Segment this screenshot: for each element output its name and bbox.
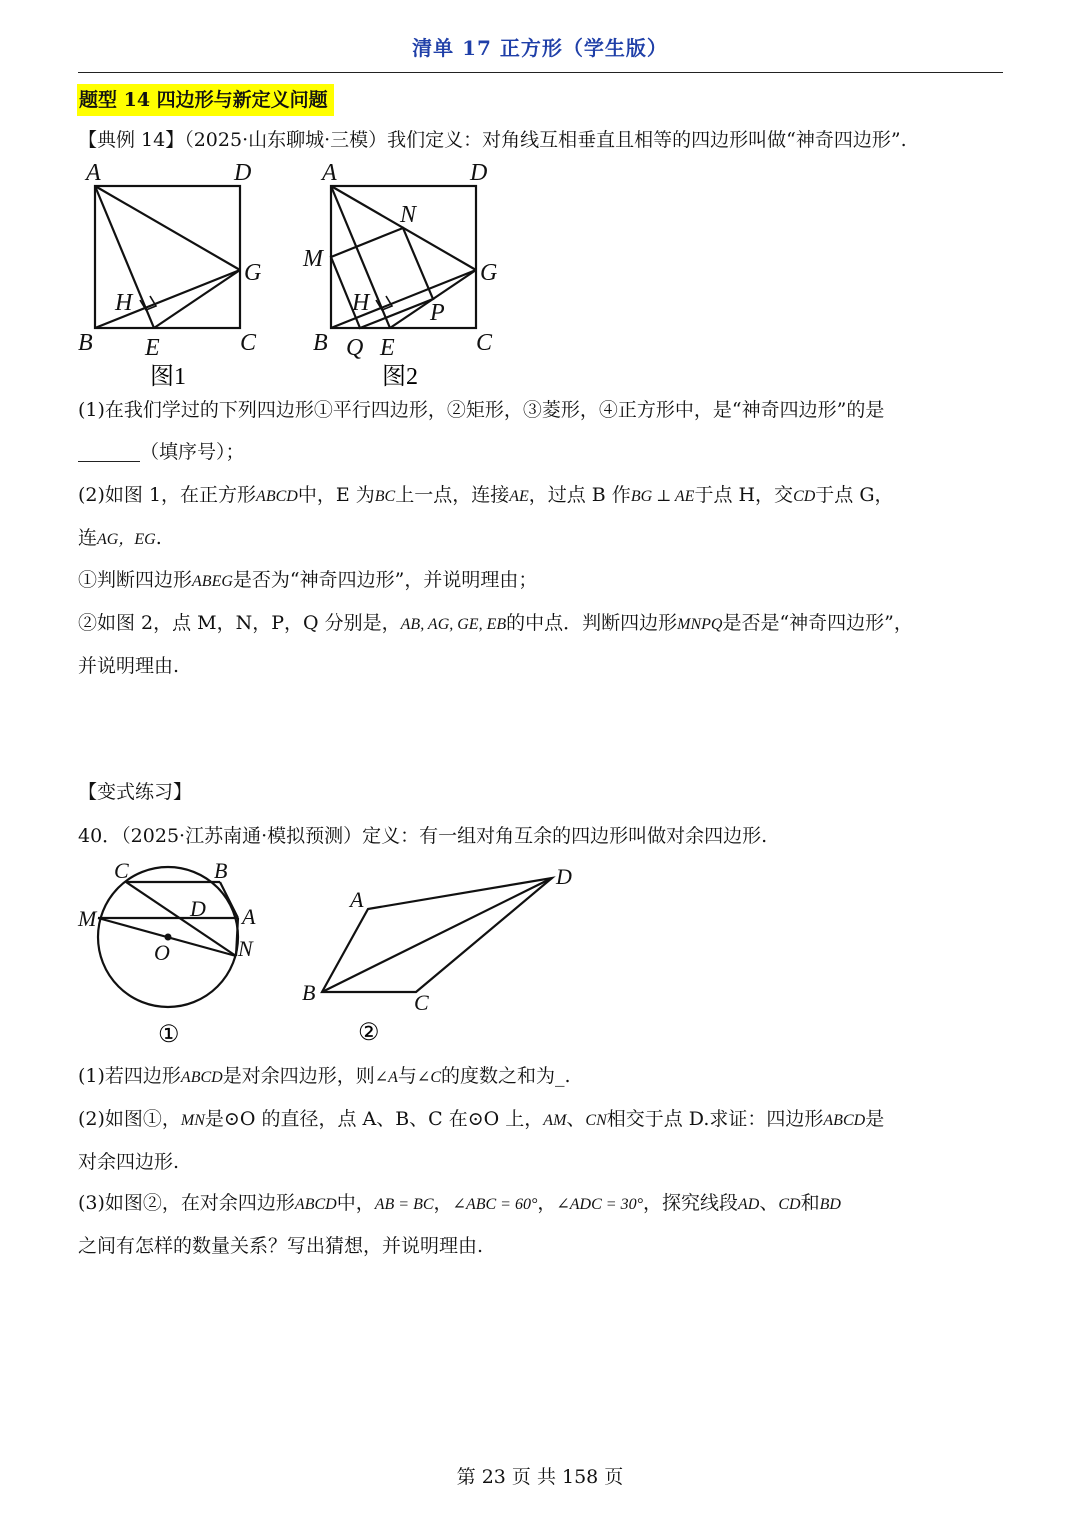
math-run: ABCD bbox=[256, 488, 298, 505]
math-run: ABCD bbox=[180, 1069, 223, 1086]
math-run: BG ⊥ AE bbox=[630, 488, 695, 505]
fig1-label-a: A bbox=[86, 160, 101, 186]
text-run: ①判断四边形 bbox=[78, 569, 193, 591]
example-q2-line2 bbox=[78, 524, 162, 554]
text-run: 是对余四边形，则 bbox=[222, 1065, 375, 1087]
fig1-label-b: B bbox=[78, 330, 93, 356]
math-run: ∠ABC = 60° bbox=[452, 1196, 538, 1213]
fig2-caption: 图2 bbox=[382, 364, 418, 390]
math-run: CD bbox=[793, 488, 816, 505]
page-header-title: 清单 17 正方形（学生版） bbox=[412, 36, 668, 60]
practice-fig1-caption: ① bbox=[158, 1022, 180, 1048]
circle-label-c: C bbox=[114, 858, 129, 883]
practice-q1 bbox=[78, 1062, 571, 1092]
text-run: 上一点，连接 bbox=[395, 484, 510, 506]
practice-fig2-caption: ② bbox=[358, 1020, 380, 1046]
circle-label-m: M bbox=[78, 906, 97, 931]
practice-heading: 【变式练习】 bbox=[78, 781, 193, 803]
example-q2-sub2-line2: 并说明理由. bbox=[78, 655, 180, 677]
math-run: MN bbox=[180, 1112, 205, 1129]
example-q2-sub2 bbox=[78, 609, 913, 639]
text-run: 于点 H，交 bbox=[694, 484, 794, 506]
text-run: 的度数之和为_. bbox=[441, 1065, 571, 1087]
example-q2-line1 bbox=[78, 481, 894, 511]
text-run: ②如图 2，点 M，N，P，Q 分别是， bbox=[78, 612, 401, 634]
math-run: CN bbox=[585, 1112, 607, 1129]
fig1-caption: 图1 bbox=[150, 364, 186, 390]
text-run: 与 bbox=[397, 1065, 417, 1087]
text-run: ， bbox=[537, 1192, 557, 1214]
text-run: 相交于点 D.求证：四边形 bbox=[606, 1108, 824, 1130]
fig2-label-h: H bbox=[352, 290, 370, 316]
fig1-label-c: C bbox=[240, 330, 257, 356]
quad-label-d: D bbox=[556, 864, 572, 889]
text-run: 于点 G， bbox=[815, 484, 894, 506]
math-run: ∠A bbox=[374, 1069, 398, 1086]
text-run: 是否是“神奇四边形”， bbox=[722, 612, 913, 634]
quad-label-c: C bbox=[414, 990, 429, 1015]
math-run: MNPQ bbox=[677, 616, 723, 633]
fig2-label-p: P bbox=[430, 300, 445, 326]
fig2-label-m: M bbox=[303, 246, 323, 272]
page-number: 第 23 页 共 158 页 bbox=[456, 1466, 624, 1488]
quad-label-b: B bbox=[302, 980, 316, 1005]
circle-label-a: A bbox=[242, 904, 256, 929]
text-run: 中，E 为 bbox=[297, 484, 375, 506]
fig2-label-d: D bbox=[470, 160, 488, 186]
circle-label-d: D bbox=[190, 896, 206, 921]
example-q1-tail: （填序号）； bbox=[140, 441, 245, 463]
text-run: 是 bbox=[865, 1108, 885, 1130]
math-run: ∠C bbox=[416, 1069, 441, 1086]
fig1-label-g: G bbox=[244, 260, 262, 286]
section-heading: 题型 14 四边形与新定义问题 bbox=[77, 84, 334, 116]
math-run: AB = BC bbox=[374, 1196, 434, 1213]
fig1-label-d: D bbox=[234, 160, 252, 186]
answer-blank[interactable] bbox=[78, 441, 140, 462]
text-run: . bbox=[155, 527, 162, 549]
fig2-label-q: Q bbox=[346, 335, 364, 361]
practice-q3-line2: 之间有怎样的数量关系？写出猜想，并说明理由. bbox=[78, 1235, 484, 1257]
fig2-quad-mnpq bbox=[331, 228, 433, 328]
example-intro: 【典例 14】（2025·山东聊城·三模）我们定义：对角线互相垂直且相等的四边形叫做“神奇四边形”. bbox=[78, 129, 907, 151]
segment-ba bbox=[220, 882, 238, 918]
math-run: AM bbox=[543, 1112, 567, 1129]
example-q1-line1: (1)在我们学过的下列四边形①平行四边形，②矩形，③菱形，④正方形中，是“神奇四边形”的是 bbox=[78, 399, 885, 421]
fig1-segment-ag bbox=[95, 186, 240, 270]
text-run: (2)如图 1，在正方形 bbox=[78, 484, 257, 506]
fig2-label-e: E bbox=[380, 335, 395, 361]
text-run: ，过点 B 作 bbox=[528, 484, 631, 506]
text-run: 中， bbox=[336, 1192, 375, 1214]
practice-problem: 40．（2025·江苏南通·模拟预测）定义：有一组对角互余的四边形叫做对余四边形. bbox=[78, 825, 768, 847]
math-run: ABCD bbox=[294, 1196, 337, 1213]
text-run: 和 bbox=[800, 1192, 820, 1214]
fig2-label-g: G bbox=[480, 260, 498, 286]
text-run: (3)如图②，在对余四边形 bbox=[78, 1192, 295, 1214]
header-divider bbox=[78, 72, 1003, 73]
example-q1-line2 bbox=[78, 438, 245, 466]
text-run: ， bbox=[433, 1192, 453, 1214]
example-figures bbox=[70, 150, 530, 395]
practice-q2-line2: 对余四边形. bbox=[78, 1151, 180, 1173]
text-run: 、 bbox=[759, 1192, 779, 1214]
example-q2-sub1 bbox=[78, 566, 537, 596]
practice-figures bbox=[70, 852, 600, 1052]
text-run: 是否为“神奇四边形”，并说明理由； bbox=[232, 569, 538, 591]
text-run: (1)若四边形 bbox=[78, 1065, 181, 1087]
math-run: BC bbox=[374, 488, 396, 505]
math-run: BD bbox=[819, 1196, 841, 1213]
math-run: AG，EG bbox=[97, 531, 156, 548]
fig1-label-e: E bbox=[145, 335, 160, 361]
math-run: ABCD bbox=[823, 1112, 866, 1129]
math-run: AD bbox=[738, 1196, 760, 1213]
fig2-label-c: C bbox=[476, 330, 493, 356]
math-run: AE bbox=[509, 488, 529, 505]
text-run: (2)如图①， bbox=[78, 1108, 181, 1130]
math-run: ABEG bbox=[192, 573, 233, 590]
math-run: ∠ADC = 30° bbox=[556, 1196, 643, 1213]
text-run: 是⊙O 的直径，点 A、B、C 在⊙O 上， bbox=[204, 1108, 544, 1130]
practice-q2 bbox=[78, 1105, 884, 1135]
fig2-label-n: N bbox=[400, 202, 417, 228]
practice-q3 bbox=[78, 1189, 841, 1219]
text-run: 连 bbox=[78, 527, 98, 549]
circle-label-n: N bbox=[238, 936, 253, 961]
math-run: AB, AG, GE, EB bbox=[400, 616, 507, 633]
circle-label-b: B bbox=[214, 858, 228, 883]
text-run: ，探究线段 bbox=[642, 1192, 738, 1214]
text-run: 的中点．判断四边形 bbox=[506, 612, 678, 634]
circle-label-o: O bbox=[154, 940, 170, 965]
quad-label-a: A bbox=[350, 887, 364, 912]
fig2-label-b: B bbox=[313, 330, 328, 356]
fig1-label-h: H bbox=[115, 290, 133, 316]
math-run: CD bbox=[778, 1196, 801, 1213]
fig2-label-a: A bbox=[322, 160, 337, 186]
text-run: 、 bbox=[566, 1108, 586, 1130]
